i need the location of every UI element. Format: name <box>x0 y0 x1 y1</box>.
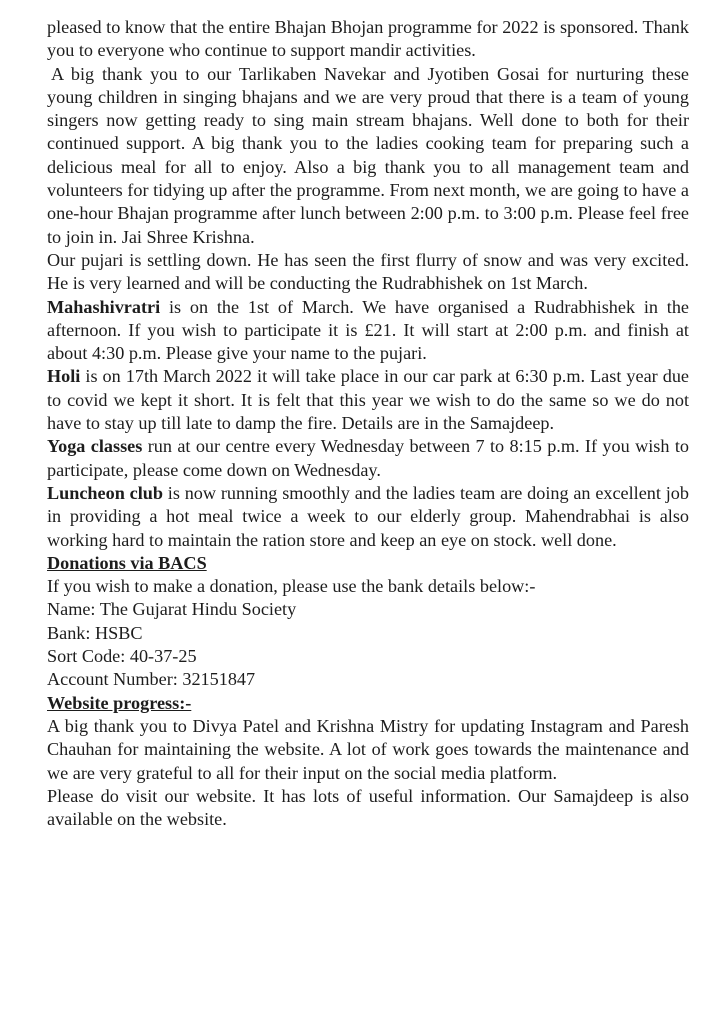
mahashivratri-text: is on the 1st of March. We have organised a Rudrabhishek in the afternoon. If you wish to participate it is £21. It will start at 2:00 p.m. and finish at about 4:30 p.m. Please give your name to the pujari. <box>47 296 689 364</box>
luncheon-title: Luncheon club <box>47 482 163 503</box>
donations-intro: If you wish to make a donation, please use the bank details below:- <box>47 576 536 597</box>
bank-account-name: Name: The Gujarat Hindu Society <box>47 599 297 620</box>
intro-paragraph: pleased to know that the entire Bhajan Bhojan programme for 2022 is sponsored. Thank you to everyone who continue to support mandir activities. <box>47 17 689 61</box>
luncheon-text: is now running smoothly and the ladies team are doing an excellent job in providing a hot meal twice a week to our elderly group. Mahendrabhai is also working hard to maintain the ration store and keep an eye on stock. well done. <box>47 482 689 550</box>
donations-heading: Donations via BACS <box>47 552 207 573</box>
holi-paragraph <box>47 365 689 435</box>
yoga-paragraph <box>47 435 689 482</box>
newsletter-page <box>47 16 689 831</box>
pujari-paragraph: Our pujari is settling down. He has seen the first flurry of snow and was very excited. He is very learned and will be conducting the Rudrabhishek on 1st March. <box>47 249 689 294</box>
mahashivratri-title: Mahashivratri <box>47 296 161 317</box>
luncheon-paragraph <box>47 482 689 552</box>
bank-name: Bank: HSBC <box>47 622 143 643</box>
donations-heading-line <box>47 552 689 575</box>
mahashivratri-paragraph <box>47 296 689 366</box>
website-heading: Website progress:- <box>47 692 192 713</box>
website-visit-paragraph: Please do visit our website. It has lots of useful information. Our Samajdeep is also available on the website. <box>47 785 689 830</box>
thanks-paragraph: A big thank you to our Tarlikaben Navekar and Jyotiben Gosai for nurturing these young children in singing bhajans and we are very proud that there is a team of young singers now getting ready to sing main stream bhajans. Well done to both for their continued support. A big thank you to the ladies cooking team for preparing such a delicious meal for all to enjoy. Also a big thank you to all management team and volunteers for tidying up after the programme. From next month, we are going to have a one-hour Bhajan programme after lunch between 2:00 p.m. to 3:00 p.m. Please feel free to join in. Jai Shree Krishna. <box>47 63 689 247</box>
holi-text: is on 17th March 2022 it will take place in our car park at 6:30 p.m. Last year due to covid we kept it short. It is felt that this year we wish to do the same so we do not have to stay up till late to damp the fire. Details are in the Samajdeep. <box>47 366 689 434</box>
holi-title: Holi <box>47 366 81 387</box>
yoga-text: run at our centre every Wednesday between 7 to 8:15 p.m. If you wish to participate, please come down on Wednesday. <box>47 436 689 480</box>
sort-code: Sort Code: 40-37-25 <box>47 646 197 667</box>
account-number: Account Number: 32151847 <box>47 669 256 690</box>
yoga-title: Yoga classes <box>47 436 143 457</box>
website-paragraph: A big thank you to Divya Patel and Krishna Mistry for updating Instagram and Paresh Chauhan for maintaining the website. A lot of work goes towards the maintenance and we are very grateful to all for their input on the social media platform. <box>47 715 689 783</box>
website-heading-line <box>47 692 689 715</box>
